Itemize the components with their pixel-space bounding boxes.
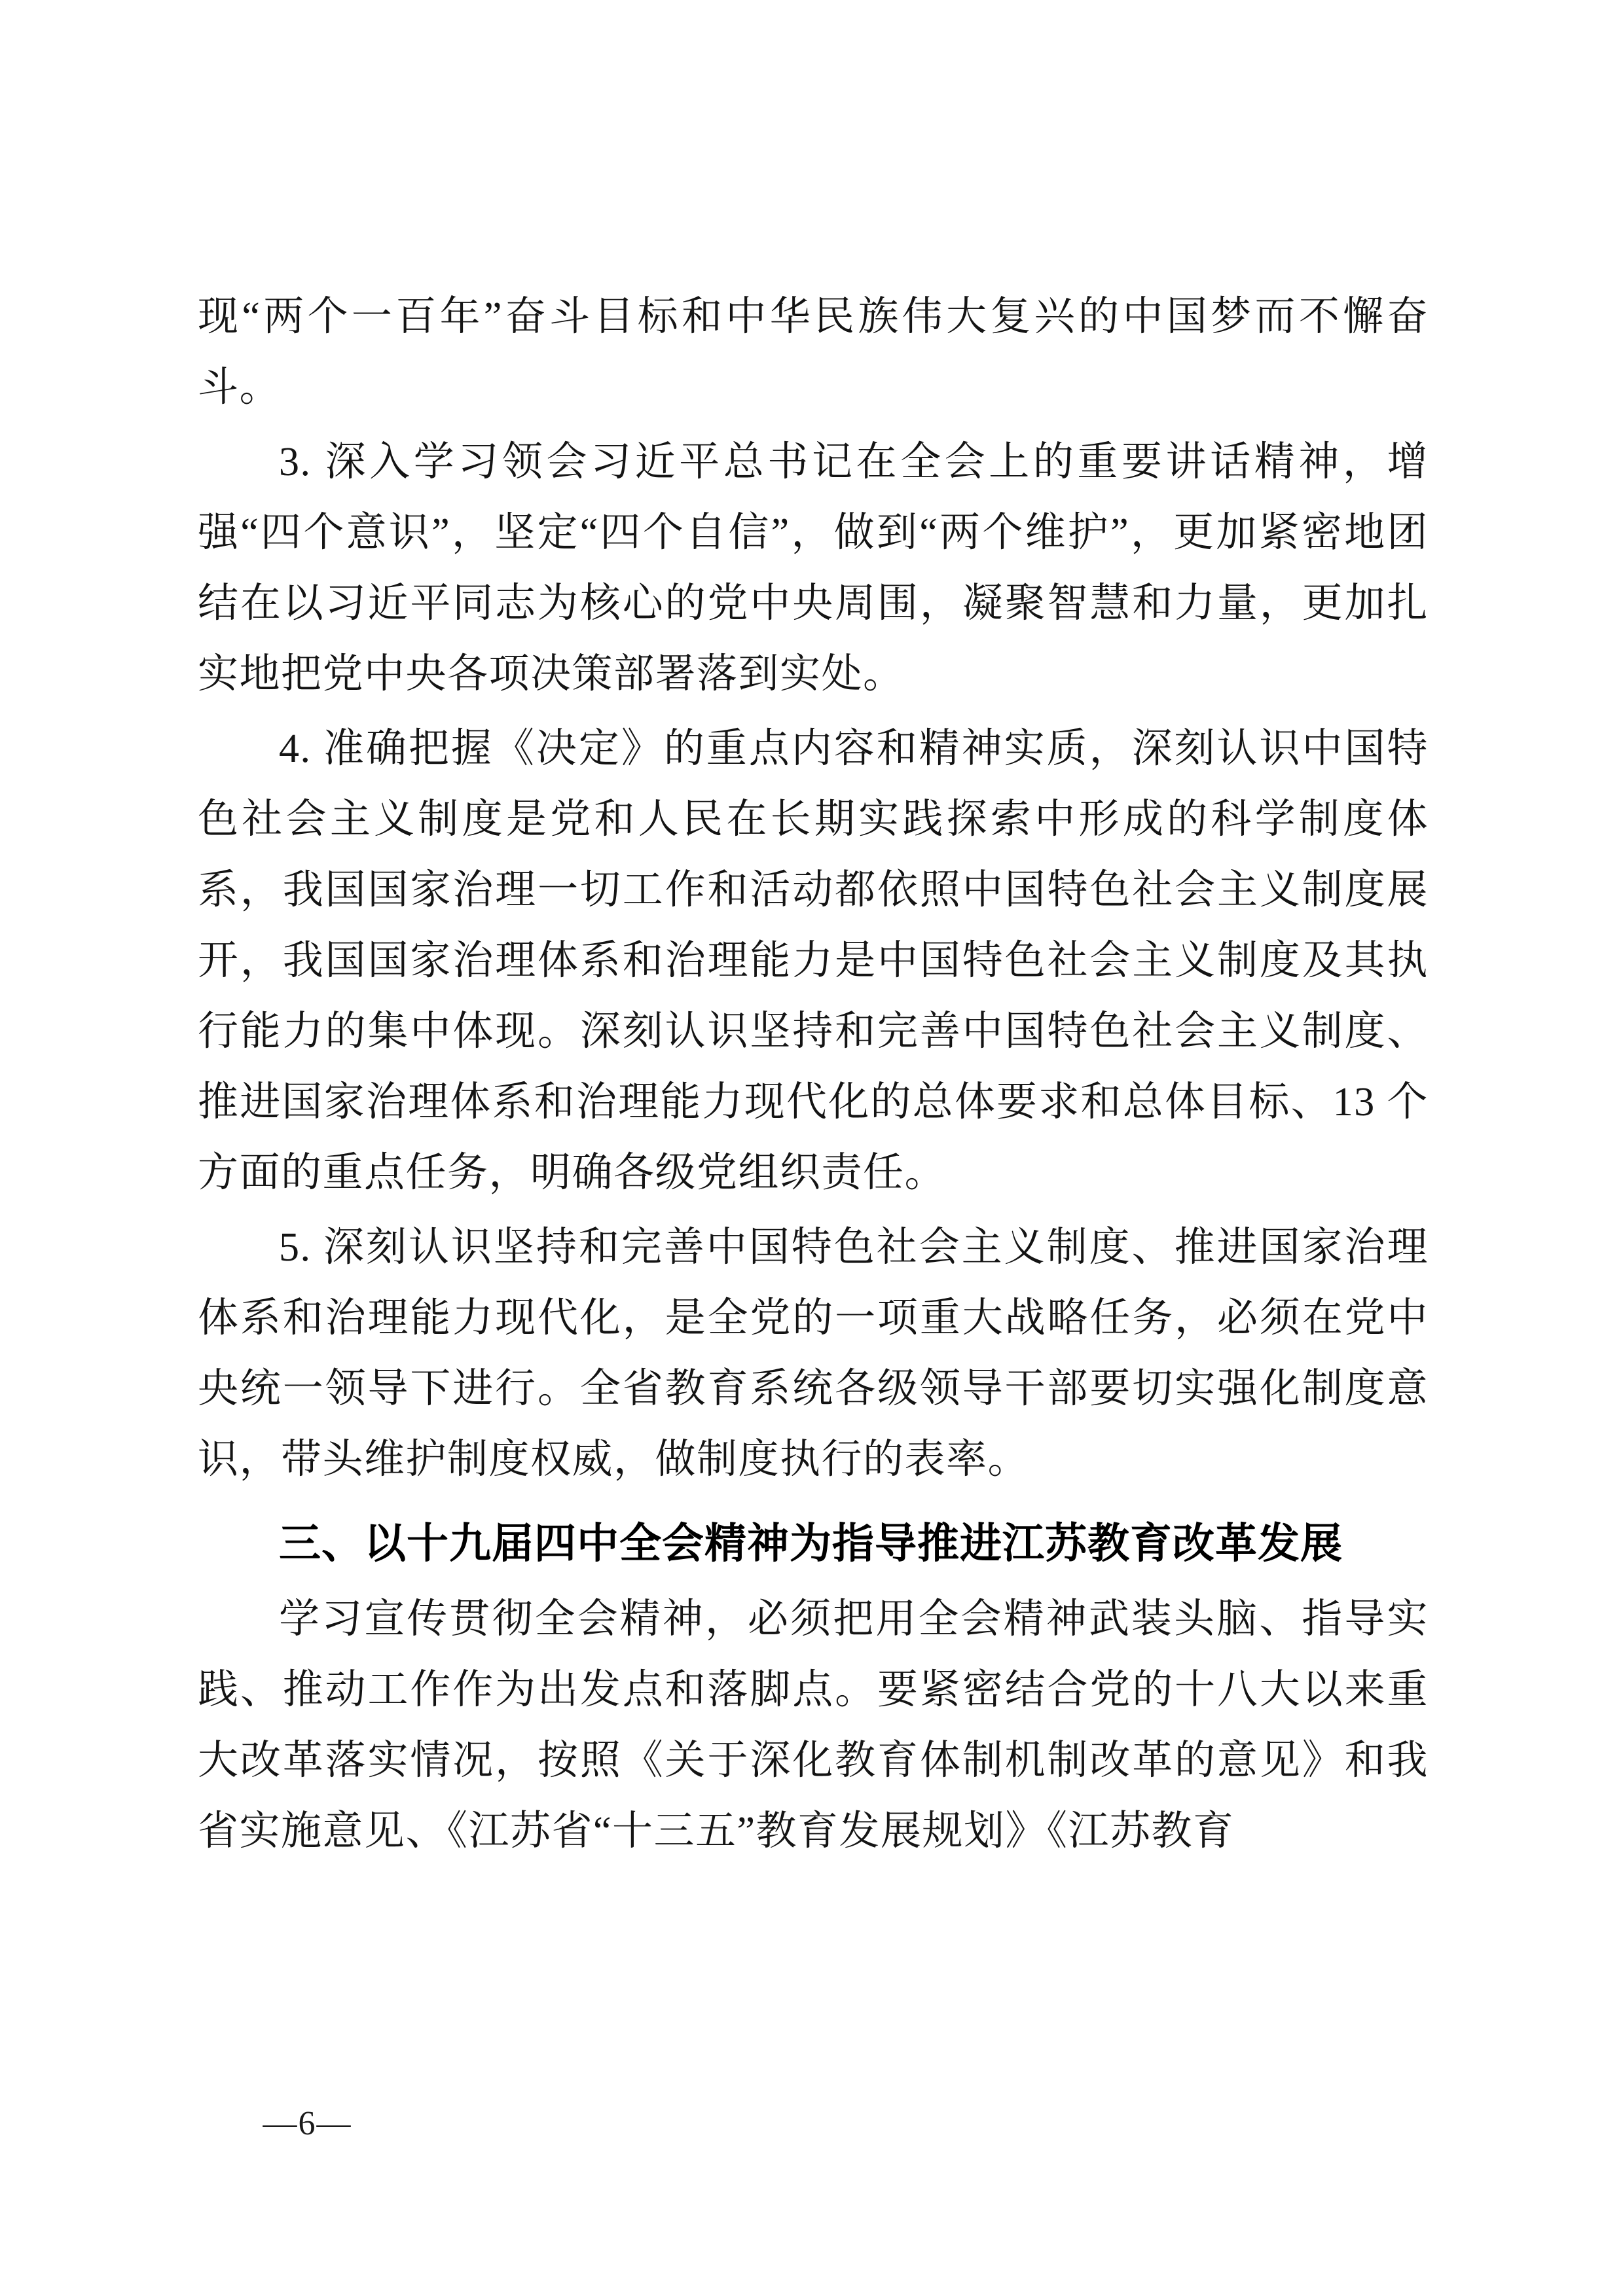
paragraph-section-body: 学习宣传贯彻全会精神，必须把用全会精神武装头脑、指导实践、推动工作作为出发点和落脚点。要紧密结合党的十八大以来重大改革落实情况，按照《关于深化教育体制机制改革的意见》和我省实施意见、《江苏省“十三五”教育发展规划》《江苏教育 <box>198 1597 1429 1854</box>
document-body <box>198 281 1429 1871</box>
section-heading: 三、以十九届四中全会精神为指导推进江苏教育改革发展 <box>279 1520 1343 1567</box>
paragraph-item-3: 3. 深入学习领会习近平总书记在全会上的重要讲话精神，增强“四个意识”，坚定“四个自信”，做到“两个维护”，更加紧密地团结在以习近平同志为核心的党中央周围，凝聚智慧和力量，更加扎实地把党中央各项决策部署落到实处。 <box>198 440 1429 696</box>
paragraph-item-4: 4. 准确把握《决定》的重点内容和精神实质，深刻认识中国特色社会主义制度是党和人民在长期实践探索中形成的科学制度体系，我国国家治理一切工作和活动都依照中国特色社会主义制度展开，我国国家治理体系和治理能力是中国特色社会主义制度及其执行能力的集中体现。深刻认识坚持和完善中国特色社会主义制度、推进国家治理体系和治理能力现代化的总体要求和总体目标、13 个方面的重点任务，明确各级党组织责任。 <box>198 726 1429 1195</box>
paragraph-item-5: 5. 深刻认识坚持和完善中国特色社会主义制度、推进国家治理体系和治理能力现代化，是全党的一项重大战略任务，必须在党中央统一领导下进行。全省教育系统各级领导干部要切实强化制度意识，带头维护制度权威，做制度执行的表率。 <box>198 1225 1429 1482</box>
page-number: —6— <box>263 2105 352 2142</box>
page-footer <box>0 2104 1623 2144</box>
paragraph-continuation: 现“两个一百年”奋斗目标和中华民族伟大复兴的中国梦而不懈奋斗。 <box>198 295 1429 410</box>
